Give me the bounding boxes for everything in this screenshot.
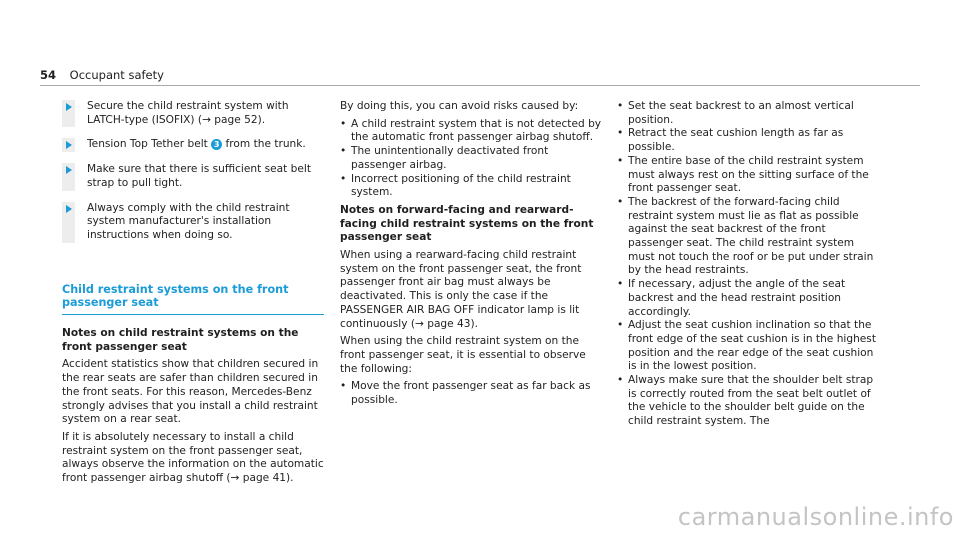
list-item: • The entire base of the child restraint system must always rest on the sitting surface of the front passenger seat. (617, 155, 879, 196)
bullet-list (617, 100, 879, 429)
list-item: • Always make sure that the shoulder belt strap is correctly routed from the seat belt outlet of the vehicle to the shoulder belt guide on the child restraint system. The (617, 374, 879, 429)
bullet-list (340, 118, 602, 200)
step-text: Make sure that there is sufficient seat belt strap to pull tight. (87, 163, 312, 189)
list-item: • The backrest of the forward-facing child restraint system must lie as flat as possible against the seat backrest of the front passenger seat. The child restraint system must not touch the roof or be put under strain by the head restraints. (617, 196, 879, 278)
subheading: Notes on forward-facing and rearward-facing child restraint systems on the front passenger seat (340, 203, 594, 244)
page-number: 54 (40, 68, 57, 82)
step-text: Secure the child restraint system with LATCH-type (ISOFIX) (→ page 52). (87, 100, 289, 126)
paragraph: Accident statistics show that children secured in the rear seats are safer than children secured in the front seats. For this reason, Mercedes-Benz strongly advises that you install a child restraint system on a rear seat. (62, 358, 319, 426)
step-arrow-icon (66, 205, 72, 213)
list-item: • Move the front passenger seat as far back as possible. (340, 380, 602, 407)
column-2 (340, 100, 602, 412)
step-arrow-icon (66, 166, 72, 174)
step-arrow-icon (66, 103, 72, 111)
list-item: • The unintentionally deactivated front passenger airbag. (340, 145, 602, 172)
list-item: • Set the seat backrest to an almost vertical position. (617, 100, 879, 127)
list-item: • Adjust the seat cushion inclination so that the front edge of the seat cushion is in the highest position and the rear edge of the seat cushion is in the lowest position. (617, 319, 879, 374)
paragraph: When using the child restraint system on the front passenger seat, it is essential to observe the following: (340, 335, 586, 375)
column-1 (62, 100, 324, 490)
subheading: Notes on child restraint systems on the front passenger seat (62, 327, 299, 353)
watermark: carmanualsonline.info (677, 503, 954, 531)
instruction-step (62, 163, 324, 190)
header-rule (40, 85, 920, 86)
section-name: Occupant safety (69, 68, 164, 82)
list-item: • Incorrect positioning of the child restraint system. (340, 173, 602, 200)
instruction-step (62, 138, 324, 152)
bullet-list (340, 380, 602, 407)
paragraph: If it is absolutely necessary to install a child restraint system on the front passenger seat, always observe the information on the automatic front passenger airbag shutoff (→ page 41). (62, 430, 324, 485)
list-item: • Retract the seat cushion length as far as possible. (617, 127, 879, 154)
step-arrow-icon (66, 141, 72, 149)
section-rule (62, 314, 324, 315)
callout-number-icon: 3 (211, 139, 222, 150)
list-item: • If necessary, adjust the angle of the seat backrest and the head restraint position accordingly. (617, 278, 879, 319)
paragraph: By doing this, you can avoid risks caused by: (340, 100, 579, 112)
step-text: Tension Top Tether belt 3 from the trunk. (87, 138, 306, 151)
step-text: Always comply with the child restraint system manufacturer's installation instructions when doing so. (87, 201, 290, 241)
paragraph: When using a rearward-facing child restraint system on the front passenger seat, the front passenger front air bag must always be deactivated. This is only the case if the PASSENGER AIR BAG OFF indicator lamp is lit continuously (→ page 43). (340, 249, 582, 330)
page-header (40, 68, 164, 82)
instruction-step (62, 202, 324, 243)
column-3 (617, 100, 879, 433)
instruction-step (62, 100, 324, 127)
list-item: • A child restraint system that is not detected by the automatic front passenger airbag shutoff. (340, 118, 602, 145)
section-title: Child restraint systems on the front passenger seat (62, 282, 289, 310)
